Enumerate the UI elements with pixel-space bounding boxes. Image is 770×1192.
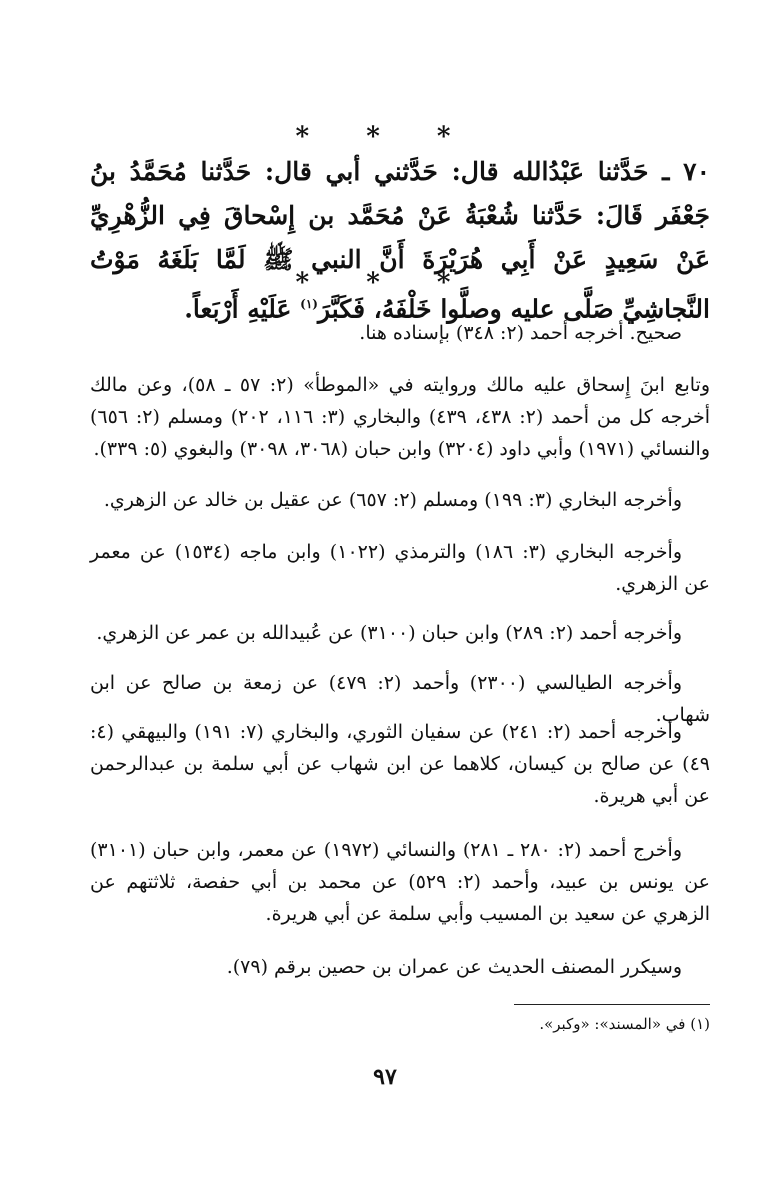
section-stars-bottom: * * *	[295, 268, 475, 298]
footnote-divider	[514, 1004, 710, 1005]
commentary-paragraph-8: وأخرج أحمد (٢: ٢٨٠ ـ ٢٨١) والنسائي (١٩٧٢) عن معمر، وابن حبان (٣١٠١) عن يونس بن عبيد، وأحمد (٢: ٥٢٩) عن محمد بن أبي حفصة، ثلاثتهم عن الزهري عن سعيد بن المسيب وأبي سلمة عن أبي هريرة.	[90, 839, 710, 925]
hadith-body: ٧٠ ـ حَدَّثنا عَبْدُالله قال: حَدَّثني أبي قال: حَدَّثنا مُحَمَّدُ بنُ جَعْفَر قَالَ: حَدَّثنا شُعْبَةُ عَنْ مُحَمَّد بن إِسْحاقَ فِي الزُّهْرِيِّ عَنْ سَعِيدٍ عَنْ أَبِي هُرَيْرَةَ أَنَّ النبي ﷺ لَمَّا بَلَغَهُ مَوْتُ النَّجاشِيِّ صَلَّى عليه وصلَّوا خَلْفَهُ، فَكَبَّرَ	[90, 157, 710, 324]
footnote-ref: (١)	[300, 297, 318, 311]
commentary-paragraph-2: وتابع ابنَ إِسحاق عليه مالك وروايته في «الموطأ» (٢: ٥٧ ـ ٥٨)، وعن مالك أخرجه كل من أحمد (٢: ٤٣٨، ٤٣٩) والبخاري (٣: ١١٦، ٢٠٢) ومسلم (٢: ٦٥٦) والنسائي (١٩٧١) وأبي داود (٣٢٠٤) وابن حبان (٣٠٦٨، ٣٠٩٨) والبغوي (٥: ٣٣٩).	[90, 374, 710, 460]
footnote: (١) في «المسند»: «وكبر».	[539, 1015, 710, 1033]
hadith-text	[90, 150, 710, 331]
hadith-end: عَلَيْهِ أَرْبَعاً.	[184, 294, 292, 324]
page-number: ٩٧	[373, 1064, 397, 1090]
commentary-paragraph-3: وأخرجه البخاري (٣: ١٩٩) ومسلم (٢: ٦٥٧) عن عقيل بن خالد عن الزهري.	[103, 489, 682, 511]
commentary-paragraph-5: وأخرجه أحمد (٢: ٢٨٩) وابن حبان (٣١٠٠) عن عُبيدالله بن عمر عن الزهري.	[96, 622, 682, 644]
commentary-paragraph-7: وأخرجه أحمد (٢: ٢٤١) عن سفيان الثوري، والبخاري (٧: ١٩١) والبيهقي (٤: ٤٩) عن صالح بن كيسان، كلاهما عن ابن شهاب عن أبي سلمة بن عبدالرحمن عن أبي هريرة.	[90, 721, 710, 807]
commentary-paragraph-1: صحيح. أخرجه أحمد (٢: ٣٤٨) بإسناده هنا.	[359, 322, 682, 344]
commentary-paragraph-9: وسيكرر المصنف الحديث عن عمران بن حصين برقم (٧٩).	[226, 956, 682, 978]
section-stars-top: * * *	[295, 122, 475, 152]
commentary-paragraph-4: وأخرجه البخاري (٣: ١٨٦) والترمذي (١٠٢٢) وابن ماجه (١٥٣٤) عن معمر عن الزهري.	[90, 541, 710, 595]
commentary-paragraph-6: وأخرجه الطيالسي (٢٣٠٠) وأحمد (٢: ٤٧٩) عن زمعة بن صالح عن ابن شهاب.	[90, 672, 710, 726]
